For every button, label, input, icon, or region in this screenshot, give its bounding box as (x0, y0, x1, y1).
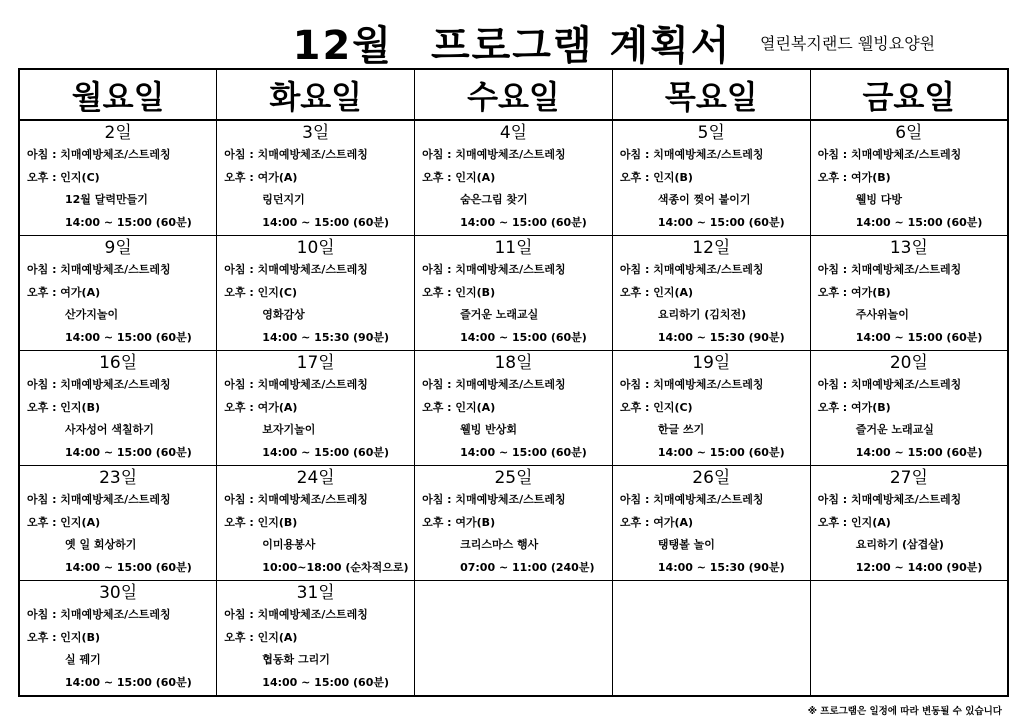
activity-time: 10:00~18:00 (순차적으로) (262, 560, 409, 574)
morning-program: 아침 : 치매예방체조/스트레칭 (27, 608, 171, 621)
afternoon-program: 오후 : 여가(A) (224, 170, 298, 184)
afternoon-program: 오후 : 인지(A) (817, 515, 891, 529)
day-cell (19, 466, 217, 581)
morning-program: 아침 : 치매예방체조/스트레칭 (27, 263, 171, 276)
activity-name: 숨은그림 찾기 (460, 193, 528, 206)
morning-program: 아침 : 치매예방체조/스트레칭 (422, 148, 566, 161)
day-number: 16일 (99, 353, 138, 373)
activity-name: 협동화 그리기 (262, 653, 330, 666)
day-cell (217, 581, 415, 697)
empty-day-cell (612, 581, 810, 697)
afternoon-program: 오후 : 여가(B) (817, 170, 891, 184)
week-row (19, 581, 1008, 697)
activity-name: 옛 일 회상하기 (65, 538, 137, 551)
day-number: 12일 (692, 238, 731, 258)
afternoon-program: 오후 : 여가(B) (817, 400, 891, 414)
afternoon-program: 오후 : 인지(B) (27, 400, 101, 414)
afternoon-program: 오후 : 인지(A) (422, 170, 496, 184)
day-cell (415, 236, 613, 351)
morning-program: 아침 : 치매예방체조/스트레칭 (224, 378, 368, 391)
afternoon-program: 오후 : 여가(A) (224, 400, 298, 414)
day-number: 9일 (104, 238, 132, 258)
activity-name: 색종이 찢어 붙이기 (657, 193, 751, 206)
day-number: 27일 (889, 468, 928, 488)
activity-time: 14:00 ~ 15:00 (60분) (65, 330, 192, 344)
activity-time: 07:00 ~ 11:00 (240분) (460, 560, 595, 574)
activity-name: 웰빙 다방 (855, 193, 903, 206)
day-cell (19, 581, 217, 697)
week-row (19, 351, 1008, 466)
activity-name: 이미용봉사 (262, 538, 316, 551)
weekday-header: 금요일 (810, 69, 1008, 120)
afternoon-program: 오후 : 인지(B) (619, 170, 693, 184)
weekday-header: 월요일 (19, 69, 217, 120)
activity-time: 14:00 ~ 15:00 (60분) (460, 445, 587, 459)
morning-program: 아침 : 치매예방체조/스트레칭 (224, 493, 368, 506)
afternoon-program: 오후 : 인지(C) (224, 285, 297, 299)
morning-program: 아침 : 치매예방체조/스트레칭 (224, 608, 368, 621)
morning-program: 아침 : 치매예방체조/스트레칭 (27, 493, 171, 506)
day-cell (612, 351, 810, 466)
afternoon-program: 오후 : 인지(A) (422, 400, 496, 414)
activity-name: 즐거운 노래교실 (460, 308, 539, 321)
activity-time: 14:00 ~ 15:00 (60분) (65, 560, 192, 574)
day-cell (415, 466, 613, 581)
morning-program: 아침 : 치매예방체조/스트레칭 (817, 378, 962, 391)
activity-time: 14:00 ~ 15:00 (60분) (855, 215, 983, 229)
morning-program: 아침 : 치매예방체조/스트레칭 (422, 378, 566, 391)
activity-time: 14:00 ~ 15:00 (60분) (262, 215, 390, 229)
afternoon-program: 오후 : 여가(B) (422, 515, 496, 529)
day-cell (19, 351, 217, 466)
organization-name: 열린복지랜드 웰빙요양원 (760, 34, 936, 53)
activity-time: 14:00 ~ 15:00 (60분) (657, 445, 785, 459)
day-cell (217, 351, 415, 466)
activity-time: 14:00 ~ 15:00 (60분) (855, 330, 983, 344)
activity-name: 실 꿰기 (65, 653, 101, 666)
activity-time: 14:00 ~ 15:00 (60분) (65, 445, 192, 459)
day-cell (415, 351, 613, 466)
week-row (19, 236, 1008, 351)
day-number: 5일 (697, 123, 725, 143)
morning-program: 아침 : 치매예방체조/스트레칭 (619, 378, 764, 391)
activity-name: 한글 쓰기 (657, 423, 705, 436)
day-number: 25일 (494, 468, 533, 488)
afternoon-program: 오후 : 여가(A) (619, 515, 694, 529)
activity-time: 14:00 ~ 15:00 (60분) (262, 675, 390, 689)
activity-name: 링던지기 (262, 193, 305, 206)
day-cell (810, 466, 1008, 581)
activity-name: 보자기놀이 (262, 423, 316, 436)
activity-time: 14:00 ~ 15:30 (90분) (262, 330, 390, 344)
day-cell (19, 120, 217, 236)
activity-time: 12:00 ~ 14:00 (90분) (855, 560, 983, 574)
day-number: 6일 (895, 123, 923, 143)
activity-time: 14:00 ~ 15:00 (60분) (855, 445, 983, 459)
day-cell (217, 236, 415, 351)
day-cell (810, 351, 1008, 466)
day-number: 19일 (692, 353, 731, 373)
day-number: 30일 (99, 583, 138, 603)
day-cell (217, 120, 415, 236)
activity-time: 14:00 ~ 15:00 (60분) (460, 215, 587, 229)
activity-name: 요리하기 (삼겹살) (855, 538, 944, 551)
program-calendar (18, 68, 1009, 697)
weekday-header: 화요일 (217, 69, 415, 120)
day-number: 31일 (296, 583, 335, 603)
day-cell (612, 236, 810, 351)
afternoon-program: 오후 : 인지(B) (27, 630, 101, 644)
morning-program: 아침 : 치매예방체조/스트레칭 (422, 263, 566, 276)
day-number: 3일 (302, 123, 330, 143)
afternoon-program: 오후 : 인지(B) (422, 285, 496, 299)
activity-time: 14:00 ~ 15:00 (60분) (65, 215, 192, 229)
afternoon-program: 오후 : 인지(C) (27, 170, 100, 184)
morning-program: 아침 : 치매예방체조/스트레칭 (619, 493, 764, 506)
day-number: 24일 (296, 468, 335, 488)
activity-time: 14:00 ~ 15:00 (60분) (460, 330, 587, 344)
footnote: ※ 프로그램은 일정에 따라 변동될 수 있습니다 (807, 706, 1002, 717)
day-cell (612, 120, 810, 236)
weekday-header: 목요일 (612, 69, 810, 120)
morning-program: 아침 : 치매예방체조/스트레칭 (27, 378, 171, 391)
activity-name: 탱탱볼 놀이 (657, 538, 715, 551)
afternoon-program: 오후 : 인지(B) (224, 515, 298, 529)
activity-time: 14:00 ~ 15:00 (60분) (657, 215, 785, 229)
activity-name: 사자성어 색칠하기 (65, 423, 154, 436)
activity-name: 크리스마스 행사 (460, 538, 539, 551)
morning-program: 아침 : 치매예방체조/스트레칭 (619, 263, 764, 276)
week-row (19, 466, 1008, 581)
day-number: 26일 (692, 468, 731, 488)
day-cell (810, 236, 1008, 351)
day-cell (415, 120, 613, 236)
week-row (19, 120, 1008, 236)
afternoon-program: 오후 : 인지(A) (224, 630, 298, 644)
activity-time: 14:00 ~ 15:30 (90분) (657, 330, 785, 344)
weekday-header-row (19, 69, 1008, 120)
morning-program: 아침 : 치매예방체조/스트레칭 (27, 148, 171, 161)
activity-time: 14:00 ~ 15:00 (60분) (65, 675, 192, 689)
day-cell (810, 120, 1008, 236)
day-number: 18일 (494, 353, 533, 373)
title-month: 12월 (292, 23, 393, 69)
morning-program: 아침 : 치매예방체조/스트레칭 (224, 148, 368, 161)
day-number: 11일 (494, 238, 533, 258)
morning-program: 아침 : 치매예방체조/스트레칭 (224, 263, 368, 276)
afternoon-program: 오후 : 인지(A) (619, 285, 694, 299)
calendar-body (19, 120, 1008, 696)
activity-name: 즐거운 노래교실 (855, 423, 934, 436)
day-cell (217, 466, 415, 581)
activity-time: 14:00 ~ 15:00 (60분) (262, 445, 390, 459)
morning-program: 아침 : 치매예방체조/스트레칭 (619, 148, 764, 161)
activity-name: 주사위놀이 (855, 308, 909, 321)
day-number: 13일 (889, 238, 928, 258)
activity-name: 요리하기 (김치전) (657, 308, 747, 321)
morning-program: 아침 : 치매예방체조/스트레칭 (817, 493, 962, 506)
activity-name: 웰빙 반상회 (460, 423, 518, 436)
morning-program: 아침 : 치매예방체조/스트레칭 (817, 148, 962, 161)
activity-time: 14:00 ~ 15:30 (90분) (657, 560, 785, 574)
day-number: 4일 (499, 123, 528, 143)
title-text: 프로그램 계획서 (430, 23, 732, 69)
afternoon-program: 오후 : 여가(A) (27, 285, 101, 299)
day-number: 10일 (296, 238, 335, 258)
afternoon-program: 오후 : 여가(B) (817, 285, 891, 299)
afternoon-program: 오후 : 인지(C) (619, 400, 693, 414)
empty-day-cell (810, 581, 1008, 697)
activity-name: 영화감상 (262, 308, 305, 321)
empty-day-cell (415, 581, 613, 697)
day-number: 23일 (99, 468, 138, 488)
day-number: 17일 (296, 353, 335, 373)
day-cell (612, 466, 810, 581)
morning-program: 아침 : 치매예방체조/스트레칭 (422, 493, 566, 506)
day-number: 20일 (889, 353, 928, 373)
weekday-header: 수요일 (415, 69, 613, 120)
activity-name: 산가지놀이 (65, 308, 119, 321)
day-cell (19, 236, 217, 351)
afternoon-program: 오후 : 인지(A) (27, 515, 101, 529)
day-number: 2일 (104, 123, 132, 143)
activity-name: 12월 달력만들기 (65, 193, 148, 206)
morning-program: 아침 : 치매예방체조/스트레칭 (817, 263, 962, 276)
